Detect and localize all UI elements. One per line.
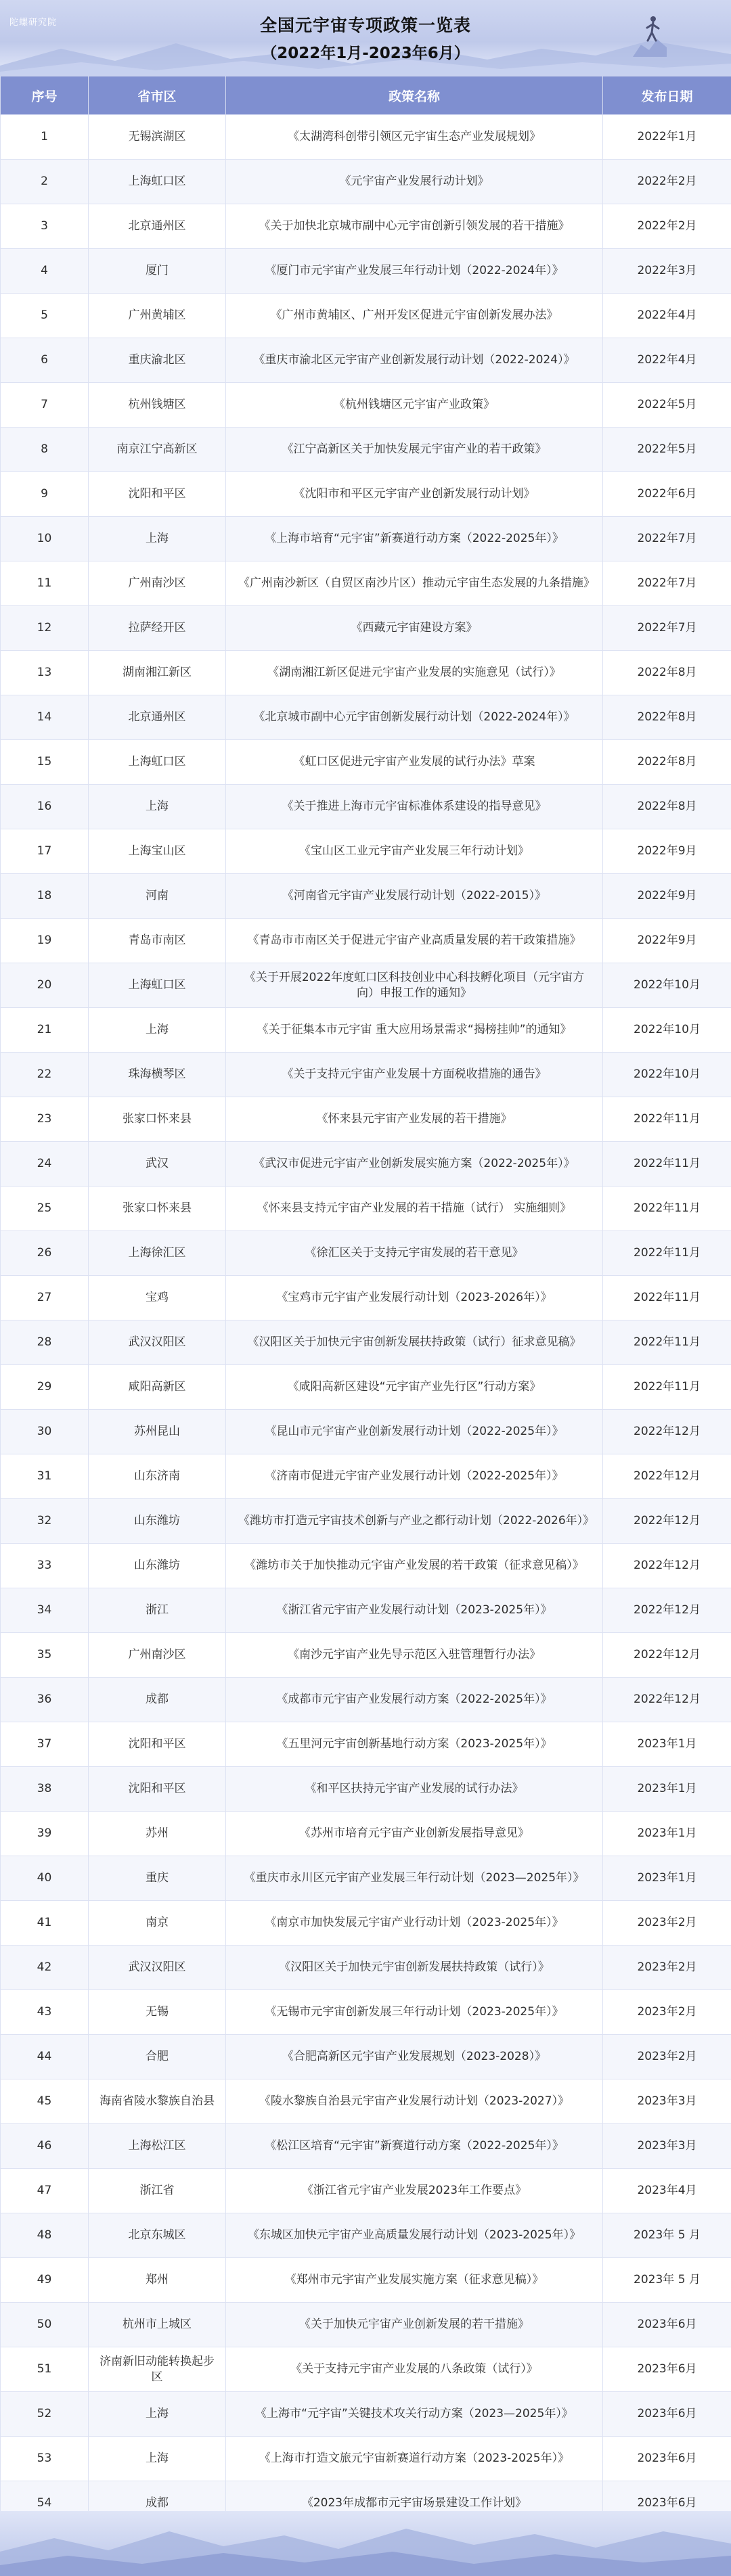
region-cell: 河南 bbox=[89, 874, 226, 919]
table-row bbox=[1, 1767, 731, 1812]
policy-name-cell: 《虹口区促进元宇宙产业发展的试行办法》草案 bbox=[226, 740, 603, 785]
policy-name-cell: 《江宁高新区关于加快发展元宇宙产业的若干政策》 bbox=[226, 428, 603, 472]
release-date-cell: 2022年3月 bbox=[603, 249, 731, 294]
row-number-cell: 54 bbox=[1, 2481, 89, 2526]
policy-name-cell: 《上海市培育“元宇宙”新赛道行动方案（2022-2025年）》 bbox=[226, 517, 603, 561]
table-row bbox=[1, 2347, 731, 2392]
region-cell: 浙江 bbox=[89, 1588, 226, 1633]
policy-name-cell: 《关于开展2022年度虹口区科技创业中心科技孵化项目（元宇宙方向）申报工作的通知》 bbox=[226, 963, 603, 1008]
table-row bbox=[1, 160, 731, 204]
title-block bbox=[0, 12, 731, 63]
row-number-cell: 39 bbox=[1, 1812, 89, 1856]
row-number-cell: 52 bbox=[1, 2392, 89, 2437]
release-date-cell: 2022年8月 bbox=[603, 785, 731, 829]
policy-name-cell: 《无锡市元宇宙创新发展三年行动计划（2023-2025年）》 bbox=[226, 1990, 603, 2035]
region-cell: 上海宝山区 bbox=[89, 829, 226, 874]
row-number-cell: 32 bbox=[1, 1499, 89, 1544]
region-cell: 上海虹口区 bbox=[89, 160, 226, 204]
row-number-cell: 27 bbox=[1, 1276, 89, 1320]
policy-name-cell: 《汉阳区关于加快元宇宙创新发展扶持政策（试行）》 bbox=[226, 1946, 603, 1990]
release-date-cell: 2022年10月 bbox=[603, 1053, 731, 1097]
region-cell: 广州黄埔区 bbox=[89, 294, 226, 338]
table-row bbox=[1, 1365, 731, 1410]
region-cell: 咸阳高新区 bbox=[89, 1365, 226, 1410]
table-row bbox=[1, 2437, 731, 2481]
table-row bbox=[1, 1097, 731, 1142]
region-cell: 上海 bbox=[89, 1008, 226, 1053]
region-cell: 拉萨经开区 bbox=[89, 606, 226, 651]
header-banner bbox=[0, 0, 731, 76]
release-date-cell: 2023年6月 bbox=[603, 2481, 731, 2526]
region-cell: 郑州 bbox=[89, 2258, 226, 2303]
row-number-cell: 20 bbox=[1, 963, 89, 1008]
row-number-cell: 18 bbox=[1, 874, 89, 919]
region-cell: 上海虹口区 bbox=[89, 963, 226, 1008]
policy-name-cell: 《河南省元宇宙产业发展行动计划（2022-2015）》 bbox=[226, 874, 603, 919]
row-number-cell: 1 bbox=[1, 115, 89, 160]
policy-name-cell: 《汉阳区关于加快元宇宙创新发展扶持政策（试行）征求意见稿》 bbox=[226, 1320, 603, 1365]
release-date-cell: 2022年12月 bbox=[603, 1544, 731, 1588]
region-cell: 宝鸡 bbox=[89, 1276, 226, 1320]
table-row bbox=[1, 2213, 731, 2258]
policy-name-cell: 《太湖湾科创带引领区元宇宙生态产业发展规划》 bbox=[226, 115, 603, 160]
release-date-cell: 2023年6月 bbox=[603, 2437, 731, 2481]
policy-name-cell: 《关于支持元宇宙产业发展十方面税收措施的通告》 bbox=[226, 1053, 603, 1097]
table-row bbox=[1, 1588, 731, 1633]
row-number-cell: 49 bbox=[1, 2258, 89, 2303]
region-cell: 上海 bbox=[89, 785, 226, 829]
region-cell: 广州南沙区 bbox=[89, 1633, 226, 1678]
table-row bbox=[1, 2169, 731, 2213]
row-number-cell: 48 bbox=[1, 2213, 89, 2258]
policy-name-cell: 《咸阳高新区建设“元宇宙产业先行区”行动方案》 bbox=[226, 1365, 603, 1410]
region-cell: 成都 bbox=[89, 1678, 226, 1722]
row-number-cell: 6 bbox=[1, 338, 89, 383]
row-number-cell: 53 bbox=[1, 2437, 89, 2481]
row-number-cell: 37 bbox=[1, 1722, 89, 1767]
release-date-cell: 2023年6月 bbox=[603, 2303, 731, 2347]
region-cell: 武汉汉阳区 bbox=[89, 1946, 226, 1990]
region-cell: 苏州 bbox=[89, 1812, 226, 1856]
table-row bbox=[1, 695, 731, 740]
policy-name-cell: 《元宇宙产业发展行动计划》 bbox=[226, 160, 603, 204]
region-cell: 济南新旧动能转换起步区 bbox=[89, 2347, 226, 2392]
release-date-cell: 2022年4月 bbox=[603, 294, 731, 338]
table-row bbox=[1, 338, 731, 383]
release-date-cell: 2022年10月 bbox=[603, 963, 731, 1008]
policy-name-cell: 《西藏元宇宙建设方案》 bbox=[226, 606, 603, 651]
release-date-cell: 2023年1月 bbox=[603, 1767, 731, 1812]
table-row bbox=[1, 1946, 731, 1990]
policy-name-cell: 《上海市打造文旅元宇宙新赛道行动方案（2023-2025年）》 bbox=[226, 2437, 603, 2481]
policy-name-cell: 《宝鸡市元宇宙产业发展行动计划（2023-2026年）》 bbox=[226, 1276, 603, 1320]
table-row bbox=[1, 1142, 731, 1187]
release-date-cell: 2023年1月 bbox=[603, 1812, 731, 1856]
region-cell: 南京 bbox=[89, 1901, 226, 1946]
release-date-cell: 2023年3月 bbox=[603, 2079, 731, 2124]
table-row bbox=[1, 1678, 731, 1722]
release-date-cell: 2022年11月 bbox=[603, 1365, 731, 1410]
row-number-cell: 28 bbox=[1, 1320, 89, 1365]
release-date-cell: 2022年7月 bbox=[603, 561, 731, 606]
table-row bbox=[1, 294, 731, 338]
release-date-cell: 2022年7月 bbox=[603, 517, 731, 561]
table-row bbox=[1, 919, 731, 963]
row-number-cell: 30 bbox=[1, 1410, 89, 1454]
row-number-cell: 31 bbox=[1, 1454, 89, 1499]
release-date-cell: 2022年12月 bbox=[603, 1588, 731, 1633]
row-number-cell: 11 bbox=[1, 561, 89, 606]
release-date-cell: 2022年2月 bbox=[603, 204, 731, 249]
release-date-cell: 2022年5月 bbox=[603, 383, 731, 428]
page-title: 全国元宇宙专项政策一览表 bbox=[259, 16, 471, 35]
row-number-cell: 35 bbox=[1, 1633, 89, 1678]
table-body bbox=[1, 115, 731, 2526]
region-cell: 沈阳和平区 bbox=[89, 472, 226, 517]
release-date-cell: 2022年11月 bbox=[603, 1187, 731, 1231]
policy-name-cell: 《厦门市元宇宙产业发展三年行动计划（2022-2024年）》 bbox=[226, 249, 603, 294]
policy-name-cell: 《关于加快元宇宙产业创新发展的若干措施》 bbox=[226, 2303, 603, 2347]
release-date-cell: 2022年12月 bbox=[603, 1410, 731, 1454]
release-date-cell: 2022年12月 bbox=[603, 1633, 731, 1678]
row-number-cell: 9 bbox=[1, 472, 89, 517]
region-cell: 北京东城区 bbox=[89, 2213, 226, 2258]
column-header-date: 发布日期 bbox=[603, 76, 731, 115]
region-cell: 沈阳和平区 bbox=[89, 1767, 226, 1812]
release-date-cell: 2023年2月 bbox=[603, 1946, 731, 1990]
policy-name-cell: 《武汉市促进元宇宙产业创新发展实施方案（2022-2025年）》 bbox=[226, 1142, 603, 1187]
region-cell: 上海 bbox=[89, 517, 226, 561]
region-cell: 杭州钱塘区 bbox=[89, 383, 226, 428]
release-date-cell: 2023年6月 bbox=[603, 2347, 731, 2392]
policy-table bbox=[0, 76, 731, 2526]
release-date-cell: 2022年5月 bbox=[603, 428, 731, 472]
region-cell: 张家口怀来县 bbox=[89, 1187, 226, 1231]
table-row bbox=[1, 1901, 731, 1946]
policy-name-cell: 《浙江省元宇宙产业发展2023年工作要点》 bbox=[226, 2169, 603, 2213]
table-row bbox=[1, 740, 731, 785]
table-row bbox=[1, 1187, 731, 1231]
region-cell: 南京江宁高新区 bbox=[89, 428, 226, 472]
release-date-cell: 2023年1月 bbox=[603, 1722, 731, 1767]
release-date-cell: 2022年11月 bbox=[603, 1142, 731, 1187]
release-date-cell: 2023年2月 bbox=[603, 1990, 731, 2035]
release-date-cell: 2022年7月 bbox=[603, 606, 731, 651]
region-cell: 北京通州区 bbox=[89, 204, 226, 249]
table-row bbox=[1, 606, 731, 651]
table-row bbox=[1, 383, 731, 428]
row-number-cell: 33 bbox=[1, 1544, 89, 1588]
table-row bbox=[1, 1856, 731, 1901]
row-number-cell: 24 bbox=[1, 1142, 89, 1187]
table-row bbox=[1, 1722, 731, 1767]
row-number-cell: 38 bbox=[1, 1767, 89, 1812]
policy-name-cell: 《青岛市市南区关于促进元宇宙产业高质量发展的若干政策措施》 bbox=[226, 919, 603, 963]
row-number-cell: 10 bbox=[1, 517, 89, 561]
region-cell: 广州南沙区 bbox=[89, 561, 226, 606]
region-cell: 合肥 bbox=[89, 2035, 226, 2079]
region-cell: 无锡滨湖区 bbox=[89, 115, 226, 160]
release-date-cell: 2022年11月 bbox=[603, 1097, 731, 1142]
release-date-cell: 2023年3月 bbox=[603, 2124, 731, 2169]
row-number-cell: 36 bbox=[1, 1678, 89, 1722]
row-number-cell: 47 bbox=[1, 2169, 89, 2213]
policy-name-cell: 《上海市“元宇宙”关键技术攻关行动方案（2023—2025年）》 bbox=[226, 2392, 603, 2437]
region-cell: 湖南湘江新区 bbox=[89, 651, 226, 695]
policy-name-cell: 《陵水黎族自治县元宇宙产业发展行动计划（2023-2027）》 bbox=[226, 2079, 603, 2124]
footer-mountains bbox=[0, 2511, 731, 2576]
region-cell: 上海徐汇区 bbox=[89, 1231, 226, 1276]
region-cell: 山东潍坊 bbox=[89, 1544, 226, 1588]
row-number-cell: 29 bbox=[1, 1365, 89, 1410]
release-date-cell: 2022年11月 bbox=[603, 1320, 731, 1365]
release-date-cell: 2023年6月 bbox=[603, 2392, 731, 2437]
release-date-cell: 2022年8月 bbox=[603, 695, 731, 740]
policy-name-cell: 《合肥高新区元宇宙产业发展规划（2023-2028）》 bbox=[226, 2035, 603, 2079]
region-cell: 重庆渝北区 bbox=[89, 338, 226, 383]
row-number-cell: 43 bbox=[1, 1990, 89, 2035]
policy-name-cell: 《关于加快北京城市副中心元宇宙创新引领发展的若干措施》 bbox=[226, 204, 603, 249]
row-number-cell: 16 bbox=[1, 785, 89, 829]
region-cell: 厦门 bbox=[89, 249, 226, 294]
column-header-policy-name: 政策名称 bbox=[226, 76, 603, 115]
row-number-cell: 42 bbox=[1, 1946, 89, 1990]
table-row bbox=[1, 2258, 731, 2303]
row-number-cell: 12 bbox=[1, 606, 89, 651]
table-row bbox=[1, 204, 731, 249]
policy-name-cell: 《关于征集本市元宇宙 重大应用场景需求“揭榜挂帅”的通知》 bbox=[226, 1008, 603, 1053]
region-cell: 海南省陵水黎族自治县 bbox=[89, 2079, 226, 2124]
release-date-cell: 2023年1月 bbox=[603, 1856, 731, 1901]
policy-name-cell: 《南京市加快发展元宇宙产业行动计划（2023-2025年）》 bbox=[226, 1901, 603, 1946]
region-cell: 成都 bbox=[89, 2481, 226, 2526]
policy-name-cell: 《松江区培育“元宇宙”新赛道行动方案（2022-2025年）》 bbox=[226, 2124, 603, 2169]
policy-name-cell: 《潍坊市打造元宇宙技术创新与产业之都行动计划（2022-2026年）》 bbox=[226, 1499, 603, 1544]
row-number-cell: 26 bbox=[1, 1231, 89, 1276]
policy-name-cell: 《沈阳市和平区元宇宙产业创新发展行动计划》 bbox=[226, 472, 603, 517]
release-date-cell: 2022年10月 bbox=[603, 1008, 731, 1053]
table-row bbox=[1, 428, 731, 472]
region-cell: 山东潍坊 bbox=[89, 1499, 226, 1544]
table-row bbox=[1, 1454, 731, 1499]
region-cell: 苏州昆山 bbox=[89, 1410, 226, 1454]
row-number-cell: 44 bbox=[1, 2035, 89, 2079]
table-row bbox=[1, 1008, 731, 1053]
table-header-row bbox=[1, 76, 731, 115]
table-row bbox=[1, 2124, 731, 2169]
policy-name-cell: 《济南市促进元宇宙产业发展行动计划（2022-2025年）》 bbox=[226, 1454, 603, 1499]
region-cell: 北京通州区 bbox=[89, 695, 226, 740]
region-cell: 上海虹口区 bbox=[89, 740, 226, 785]
release-date-cell: 2022年1月 bbox=[603, 115, 731, 160]
policy-name-cell: 《怀来县元宇宙产业发展的若干措施》 bbox=[226, 1097, 603, 1142]
policy-name-cell: 《杭州钱塘区元宇宙产业政策》 bbox=[226, 383, 603, 428]
policy-name-cell: 《成都市元宇宙产业发展行动方案（2022-2025年）》 bbox=[226, 1678, 603, 1722]
region-cell: 无锡 bbox=[89, 1990, 226, 2035]
column-header-region: 省市区 bbox=[89, 76, 226, 115]
release-date-cell: 2022年11月 bbox=[603, 1276, 731, 1320]
policy-name-cell: 《北京城市副中心元宇宙创新发展行动计划（2022-2024年）》 bbox=[226, 695, 603, 740]
table-row bbox=[1, 2079, 731, 2124]
policy-name-cell: 《广州南沙新区（自贸区南沙片区）推动元宇宙生态发展的九条措施》 bbox=[226, 561, 603, 606]
table-row bbox=[1, 874, 731, 919]
table-row bbox=[1, 115, 731, 160]
row-number-cell: 5 bbox=[1, 294, 89, 338]
table-row bbox=[1, 517, 731, 561]
table-row bbox=[1, 829, 731, 874]
policy-name-cell: 《宝山区工业元宇宙产业发展三年行动计划》 bbox=[226, 829, 603, 874]
row-number-cell: 34 bbox=[1, 1588, 89, 1633]
row-number-cell: 50 bbox=[1, 2303, 89, 2347]
release-date-cell: 2022年9月 bbox=[603, 829, 731, 874]
release-date-cell: 2022年6月 bbox=[603, 472, 731, 517]
table-row bbox=[1, 2035, 731, 2079]
row-number-cell: 8 bbox=[1, 428, 89, 472]
row-number-cell: 4 bbox=[1, 249, 89, 294]
policy-name-cell: 《五里河元宇宙创新基地行动方案（2023-2025年）》 bbox=[226, 1722, 603, 1767]
region-cell: 武汉汉阳区 bbox=[89, 1320, 226, 1365]
region-cell: 上海 bbox=[89, 2437, 226, 2481]
table-row bbox=[1, 472, 731, 517]
release-date-cell: 2022年4月 bbox=[603, 338, 731, 383]
region-cell: 浙江省 bbox=[89, 2169, 226, 2213]
row-number-cell: 19 bbox=[1, 919, 89, 963]
policy-name-cell: 《东城区加快元宇宙产业高质量发展行动计划（2023-2025年）》 bbox=[226, 2213, 603, 2258]
policy-name-cell: 《和平区扶持元宇宙产业发展的试行办法》 bbox=[226, 1767, 603, 1812]
release-date-cell: 2023年 5 月 bbox=[603, 2258, 731, 2303]
release-date-cell: 2022年12月 bbox=[603, 1499, 731, 1544]
release-date-cell: 2022年9月 bbox=[603, 919, 731, 963]
table-row bbox=[1, 1320, 731, 1365]
region-cell: 张家口怀来县 bbox=[89, 1097, 226, 1142]
row-number-cell: 7 bbox=[1, 383, 89, 428]
policy-name-cell: 《南沙元宇宙产业先导示范区入驻管理暂行办法》 bbox=[226, 1633, 603, 1678]
table-row bbox=[1, 1633, 731, 1678]
region-cell: 珠海横琴区 bbox=[89, 1053, 226, 1097]
region-cell: 上海 bbox=[89, 2392, 226, 2437]
table-row bbox=[1, 1812, 731, 1856]
policy-name-cell: 《重庆市永川区元宇宙产业发展三年行动计划（2023—2025年）》 bbox=[226, 1856, 603, 1901]
policy-name-cell: 《重庆市渝北区元宇宙产业创新发展行动计划（2022-2024）》 bbox=[226, 338, 603, 383]
row-number-cell: 46 bbox=[1, 2124, 89, 2169]
policy-name-cell: 《怀来县支持元宇宙产业发展的若干措施（试行） 实施细则》 bbox=[226, 1187, 603, 1231]
region-cell: 山东济南 bbox=[89, 1454, 226, 1499]
policy-name-cell: 《浙江省元宇宙产业发展行动计划（2023-2025年）》 bbox=[226, 1588, 603, 1633]
table-row bbox=[1, 2392, 731, 2437]
release-date-cell: 2023年2月 bbox=[603, 2035, 731, 2079]
table-row bbox=[1, 1053, 731, 1097]
row-number-cell: 45 bbox=[1, 2079, 89, 2124]
release-date-cell: 2023年2月 bbox=[603, 1901, 731, 1946]
region-cell: 青岛市南区 bbox=[89, 919, 226, 963]
table-row bbox=[1, 1276, 731, 1320]
release-date-cell: 2022年9月 bbox=[603, 874, 731, 919]
table-row bbox=[1, 651, 731, 695]
footer-banner bbox=[0, 2511, 731, 2576]
region-cell: 杭州市上城区 bbox=[89, 2303, 226, 2347]
region-cell: 上海松江区 bbox=[89, 2124, 226, 2169]
policy-name-cell: 《湖南湘江新区促进元宇宙产业发展的实施意见（试行）》 bbox=[226, 651, 603, 695]
row-number-cell: 13 bbox=[1, 651, 89, 695]
policy-name-cell: 《2023年成都市元宇宙场景建设工作计划》 bbox=[226, 2481, 603, 2526]
policy-name-cell: 《昆山市元宇宙产业创新发展行动计划（2022-2025年）》 bbox=[226, 1410, 603, 1454]
policy-name-cell: 《潍坊市关于加快推动元宇宙产业发展的若干政策（征求意见稿）》 bbox=[226, 1544, 603, 1588]
row-number-cell: 25 bbox=[1, 1187, 89, 1231]
policy-name-cell: 《郑州市元宇宙产业发展实施方案（征求意见稿）》 bbox=[226, 2258, 603, 2303]
release-date-cell: 2023年4月 bbox=[603, 2169, 731, 2213]
table-row bbox=[1, 1990, 731, 2035]
page-subtitle: （2022年1月-2023年6月） bbox=[261, 45, 470, 62]
release-date-cell: 2023年 5 月 bbox=[603, 2213, 731, 2258]
row-number-cell: 3 bbox=[1, 204, 89, 249]
release-date-cell: 2022年12月 bbox=[603, 1454, 731, 1499]
table-row bbox=[1, 561, 731, 606]
row-number-cell: 15 bbox=[1, 740, 89, 785]
release-date-cell: 2022年2月 bbox=[603, 160, 731, 204]
row-number-cell: 23 bbox=[1, 1097, 89, 1142]
table-row bbox=[1, 1410, 731, 1454]
policy-name-cell: 《关于支持元宇宙产业发展的八条政策（试行）》 bbox=[226, 2347, 603, 2392]
table-row bbox=[1, 1499, 731, 1544]
row-number-cell: 22 bbox=[1, 1053, 89, 1097]
table-row bbox=[1, 1544, 731, 1588]
brand-logo: 陀螺研究院 bbox=[9, 18, 58, 28]
row-number-cell: 40 bbox=[1, 1856, 89, 1901]
column-header-no: 序号 bbox=[1, 76, 89, 115]
table-row bbox=[1, 785, 731, 829]
region-cell: 重庆 bbox=[89, 1856, 226, 1901]
region-cell: 武汉 bbox=[89, 1142, 226, 1187]
region-cell: 沈阳和平区 bbox=[89, 1722, 226, 1767]
row-number-cell: 17 bbox=[1, 829, 89, 874]
policy-name-cell: 《苏州市培育元宇宙产业创新发展指导意见》 bbox=[226, 1812, 603, 1856]
policy-name-cell: 《关于推进上海市元宇宙标准体系建设的指导意见》 bbox=[226, 785, 603, 829]
table-row bbox=[1, 963, 731, 1008]
policy-name-cell: 《广州市黄埔区、广州开发区促进元宇宙创新发展办法》 bbox=[226, 294, 603, 338]
row-number-cell: 21 bbox=[1, 1008, 89, 1053]
row-number-cell: 51 bbox=[1, 2347, 89, 2392]
row-number-cell: 2 bbox=[1, 160, 89, 204]
policy-name-cell: 《徐汇区关于支持元宇宙发展的若干意见》 bbox=[226, 1231, 603, 1276]
release-date-cell: 2022年12月 bbox=[603, 1678, 731, 1722]
table-row bbox=[1, 2303, 731, 2347]
release-date-cell: 2022年8月 bbox=[603, 740, 731, 785]
table-row bbox=[1, 1231, 731, 1276]
table-row bbox=[1, 249, 731, 294]
row-number-cell: 14 bbox=[1, 695, 89, 740]
release-date-cell: 2022年8月 bbox=[603, 651, 731, 695]
row-number-cell: 41 bbox=[1, 1901, 89, 1946]
release-date-cell: 2022年11月 bbox=[603, 1231, 731, 1276]
